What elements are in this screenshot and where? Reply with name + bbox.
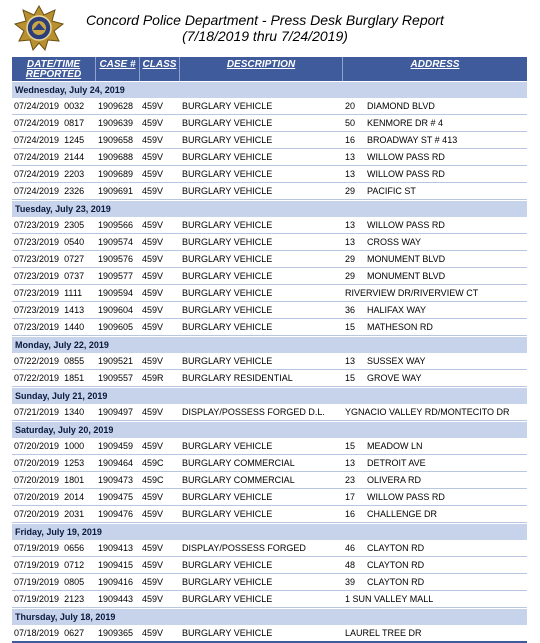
col-header-date-time: DATE/TIME REPORTED <box>12 57 96 81</box>
col-header-class: CLASS <box>140 57 180 81</box>
case-number-cell: 1909639 <box>96 115 140 132</box>
date-text: 07/20/2019 <box>14 458 60 468</box>
time-text: 0712 <box>64 560 85 570</box>
address-street: MONUMENT BLVD <box>367 254 446 264</box>
time-text: 1801 <box>64 475 85 485</box>
day-group-label: Monday, July 22, 2019 <box>12 336 527 353</box>
case-number-cell: 1909557 <box>96 370 140 387</box>
date-time-cell <box>12 353 96 370</box>
table-row <box>12 302 527 319</box>
description-cell: BURGLARY VEHICLE <box>180 489 343 506</box>
address-block-number: 46 <box>345 543 356 553</box>
description-cell: BURGLARY COMMERCIAL <box>180 455 343 472</box>
table-row <box>12 234 527 251</box>
case-number-cell: 1909416 <box>96 574 140 591</box>
day-group-header <box>12 608 527 625</box>
day-group-header <box>12 336 527 353</box>
description-cell: BURGLARY VEHICLE <box>180 557 343 574</box>
date-time-cell <box>12 285 96 302</box>
class-code-cell: 459V <box>140 166 180 183</box>
case-number-cell: 1909605 <box>96 319 140 336</box>
address-street: LAUREL TREE DR <box>345 628 422 638</box>
case-number-cell: 1909473 <box>96 472 140 489</box>
address-cell <box>343 472 527 489</box>
report-header <box>0 0 540 56</box>
description-cell: BURGLARY VEHICLE <box>180 251 343 268</box>
address-street: WILLOW PASS RD <box>367 220 445 230</box>
address-block-number: 13 <box>345 458 356 468</box>
date-time-cell <box>12 319 96 336</box>
table-row <box>12 251 527 268</box>
col-header-case: CASE # <box>96 57 140 81</box>
description-cell: BURGLARY VEHICLE <box>180 98 343 115</box>
time-text: 2014 <box>64 492 85 502</box>
table-row <box>12 132 527 149</box>
date-text: 07/23/2019 <box>14 322 60 332</box>
address-street: MONUMENT BLVD <box>367 271 446 281</box>
date-time-cell <box>12 98 96 115</box>
class-code-cell: 459V <box>140 234 180 251</box>
case-number-cell: 1909365 <box>96 625 140 643</box>
address-street: GROVE WAY <box>367 373 422 383</box>
date-text: 07/23/2019 <box>14 271 60 281</box>
address-block-number: 13 <box>345 356 356 366</box>
day-group-label: Wednesday, July 24, 2019 <box>12 81 527 98</box>
class-code-cell: 459V <box>140 625 180 643</box>
table-row <box>12 625 527 643</box>
address-cell <box>343 115 527 132</box>
address-cell <box>343 251 527 268</box>
table-row <box>12 540 527 557</box>
address-block-number: 29 <box>345 254 356 264</box>
report-title <box>80 12 450 44</box>
address-street: 1 SUN VALLEY MALL <box>345 594 434 604</box>
time-text: 1111 <box>64 288 83 298</box>
time-text: 0540 <box>64 237 85 247</box>
case-number-cell: 1909476 <box>96 506 140 523</box>
day-group-label: Thursday, July 18, 2019 <box>12 608 527 625</box>
police-badge-icon <box>14 5 64 51</box>
description-cell: BURGLARY VEHICLE <box>180 115 343 132</box>
address-block-number: 13 <box>345 169 356 179</box>
report-title-line2: (7/18/2019 thru 7/24/2019) <box>182 28 348 44</box>
time-text: 2326 <box>64 186 85 196</box>
burglary-report-table <box>12 57 527 643</box>
date-text: 07/19/2019 <box>14 594 60 604</box>
date-time-cell <box>12 557 96 574</box>
case-number-cell: 1909415 <box>96 557 140 574</box>
address-cell <box>343 557 527 574</box>
case-number-cell: 1909443 <box>96 591 140 608</box>
table-row <box>12 98 527 115</box>
table-row <box>12 115 527 132</box>
case-number-cell: 1909594 <box>96 285 140 302</box>
class-code-cell: 459V <box>140 353 180 370</box>
case-number-cell: 1909688 <box>96 149 140 166</box>
class-code-cell: 459V <box>140 302 180 319</box>
description-cell: BURGLARY VEHICLE <box>180 591 343 608</box>
case-number-cell: 1909576 <box>96 251 140 268</box>
date-time-cell <box>12 455 96 472</box>
date-text: 07/19/2019 <box>14 543 60 553</box>
description-cell: BURGLARY VEHICLE <box>180 166 343 183</box>
table-row <box>12 574 527 591</box>
class-code-cell: 459V <box>140 149 180 166</box>
table-row <box>12 166 527 183</box>
date-time-cell <box>12 438 96 455</box>
time-text: 0032 <box>64 101 85 111</box>
class-code-cell: 459V <box>140 217 180 234</box>
case-number-cell: 1909521 <box>96 353 140 370</box>
address-street: RIVERVIEW DR/RIVERVIEW CT <box>345 288 479 298</box>
time-text: 2305 <box>64 220 85 230</box>
date-time-cell <box>12 404 96 421</box>
date-text: 07/20/2019 <box>14 492 60 502</box>
time-text: 0805 <box>64 577 85 587</box>
address-street: MEADOW LN <box>367 441 423 451</box>
date-text: 07/19/2019 <box>14 577 60 587</box>
date-time-cell <box>12 472 96 489</box>
address-street: CLAYTON RD <box>367 577 425 587</box>
description-cell: BURGLARY VEHICLE <box>180 268 343 285</box>
date-text: 07/24/2019 <box>14 169 60 179</box>
case-number-cell: 1909459 <box>96 438 140 455</box>
table-row <box>12 353 527 370</box>
address-cell <box>343 404 527 421</box>
address-street: KENMORE DR # 4 <box>367 118 444 128</box>
date-time-cell <box>12 234 96 251</box>
description-cell: BURGLARY RESIDENTIAL <box>180 370 343 387</box>
date-time-cell <box>12 625 96 643</box>
class-code-cell: 459C <box>140 472 180 489</box>
case-number-cell: 1909604 <box>96 302 140 319</box>
address-street: WILLOW PASS RD <box>367 169 445 179</box>
time-text: 0737 <box>64 271 85 281</box>
case-number-cell: 1909413 <box>96 540 140 557</box>
address-street: CROSS WAY <box>367 237 422 247</box>
case-number-cell: 1909689 <box>96 166 140 183</box>
table-row <box>12 183 527 200</box>
time-text: 2123 <box>64 594 85 604</box>
case-number-cell: 1909658 <box>96 132 140 149</box>
address-street: WILLOW PASS RD <box>367 492 445 502</box>
time-text: 0817 <box>64 118 85 128</box>
description-cell: BURGLARY VEHICLE <box>180 183 343 200</box>
address-street: DIAMOND BLVD <box>367 101 435 111</box>
case-number-cell: 1909577 <box>96 268 140 285</box>
date-text: 07/23/2019 <box>14 220 60 230</box>
address-cell <box>343 625 527 643</box>
day-group-header <box>12 523 527 540</box>
date-text: 07/20/2019 <box>14 475 60 485</box>
date-time-cell <box>12 149 96 166</box>
address-block-number: 48 <box>345 560 356 570</box>
address-cell <box>343 268 527 285</box>
address-block-number: 16 <box>345 509 356 519</box>
class-code-cell: 459V <box>140 438 180 455</box>
case-number-cell: 1909497 <box>96 404 140 421</box>
date-time-cell <box>12 268 96 285</box>
description-cell: DISPLAY/POSSESS FORGED <box>180 540 343 557</box>
address-cell <box>343 574 527 591</box>
address-street: MATHESON RD <box>367 322 433 332</box>
description-cell: BURGLARY VEHICLE <box>180 234 343 251</box>
time-text: 2203 <box>64 169 85 179</box>
table-row <box>12 217 527 234</box>
address-block-number: 15 <box>345 441 356 451</box>
address-cell <box>343 370 527 387</box>
case-number-cell: 1909628 <box>96 98 140 115</box>
time-text: 2144 <box>64 152 85 162</box>
class-code-cell: 459C <box>140 455 180 472</box>
report-title-line1: Concord Police Department - Press Desk Burglary Report <box>86 12 444 28</box>
address-cell <box>343 506 527 523</box>
address-street: YGNACIO VALLEY RD/MONTECITO DR <box>345 407 510 417</box>
address-street: HALIFAX WAY <box>367 305 427 315</box>
day-group-header <box>12 387 527 404</box>
time-text: 0727 <box>64 254 85 264</box>
day-group-label: Saturday, July 20, 2019 <box>12 421 527 438</box>
description-cell: BURGLARY VEHICLE <box>180 302 343 319</box>
table-row <box>12 319 527 336</box>
date-text: 07/24/2019 <box>14 152 60 162</box>
table-row <box>12 557 527 574</box>
address-block-number: 50 <box>345 118 356 128</box>
date-text: 07/23/2019 <box>14 237 60 247</box>
date-time-cell <box>12 591 96 608</box>
date-time-cell <box>12 574 96 591</box>
description-cell: BURGLARY VEHICLE <box>180 285 343 302</box>
date-text: 07/24/2019 <box>14 101 60 111</box>
day-group-label: Tuesday, July 23, 2019 <box>12 200 527 217</box>
address-block-number: 16 <box>345 135 356 145</box>
class-code-cell: 459V <box>140 183 180 200</box>
description-cell: BURGLARY COMMERCIAL <box>180 472 343 489</box>
date-time-cell <box>12 489 96 506</box>
date-time-cell <box>12 132 96 149</box>
address-cell <box>343 353 527 370</box>
address-cell <box>343 132 527 149</box>
date-time-cell <box>12 251 96 268</box>
date-text: 07/22/2019 <box>14 356 60 366</box>
address-block-number: 36 <box>345 305 356 315</box>
table-row <box>12 455 527 472</box>
description-cell: BURGLARY VEHICLE <box>180 506 343 523</box>
date-text: 07/22/2019 <box>14 373 60 383</box>
address-cell <box>343 438 527 455</box>
address-cell <box>343 319 527 336</box>
description-cell: DISPLAY/POSSESS FORGED D.L. <box>180 404 343 421</box>
date-time-cell <box>12 302 96 319</box>
address-cell <box>343 234 527 251</box>
description-cell: BURGLARY VEHICLE <box>180 149 343 166</box>
table-row <box>12 370 527 387</box>
class-code-cell: 459V <box>140 404 180 421</box>
time-text: 2031 <box>64 509 85 519</box>
address-cell <box>343 302 527 319</box>
table-row <box>12 268 527 285</box>
description-cell: BURGLARY VEHICLE <box>180 574 343 591</box>
address-block-number: 23 <box>345 475 356 485</box>
report-body <box>12 81 527 643</box>
address-block-number: 29 <box>345 271 356 281</box>
address-block-number: 13 <box>345 152 356 162</box>
class-code-cell: 459V <box>140 557 180 574</box>
date-text: 07/20/2019 <box>14 441 60 451</box>
time-text: 1253 <box>64 458 85 468</box>
address-block-number: 17 <box>345 492 356 502</box>
class-code-cell: 459V <box>140 591 180 608</box>
date-time-cell <box>12 115 96 132</box>
date-text: 07/21/2019 <box>14 407 60 417</box>
address-cell <box>343 285 527 302</box>
address-cell <box>343 489 527 506</box>
class-code-cell: 459R <box>140 370 180 387</box>
class-code-cell: 459V <box>140 285 180 302</box>
date-time-cell <box>12 166 96 183</box>
day-group-label: Friday, July 19, 2019 <box>12 523 527 540</box>
col-header-description: DESCRIPTION <box>180 57 343 81</box>
address-block-number: 15 <box>345 322 356 332</box>
time-text: 1000 <box>64 441 85 451</box>
address-street: CLAYTON RD <box>367 560 425 570</box>
day-group-header <box>12 421 527 438</box>
class-code-cell: 459V <box>140 115 180 132</box>
date-text: 07/19/2019 <box>14 560 60 570</box>
address-cell <box>343 166 527 183</box>
time-text: 1340 <box>64 407 85 417</box>
table-row <box>12 285 527 302</box>
date-time-cell <box>12 506 96 523</box>
description-cell: BURGLARY VEHICLE <box>180 132 343 149</box>
date-text: 07/18/2019 <box>14 628 60 638</box>
date-time-cell <box>12 217 96 234</box>
day-group-header <box>12 81 527 98</box>
table-row <box>12 149 527 166</box>
date-text: 07/23/2019 <box>14 288 60 298</box>
description-cell: BURGLARY VEHICLE <box>180 625 343 643</box>
address-cell <box>343 455 527 472</box>
time-text: 1245 <box>64 135 85 145</box>
address-street: DETROIT AVE <box>367 458 426 468</box>
time-text: 0656 <box>64 543 85 553</box>
class-code-cell: 459V <box>140 319 180 336</box>
address-block-number: 39 <box>345 577 356 587</box>
class-code-cell: 459V <box>140 98 180 115</box>
day-group-label: Sunday, July 21, 2019 <box>12 387 527 404</box>
date-text: 07/20/2019 <box>14 509 60 519</box>
time-text: 1413 <box>64 305 85 315</box>
address-block-number: 29 <box>345 186 356 196</box>
table-row <box>12 591 527 608</box>
address-block-number: 13 <box>345 220 356 230</box>
address-cell <box>343 217 527 234</box>
date-text: 07/24/2019 <box>14 135 60 145</box>
day-group-header <box>12 200 527 217</box>
address-street: SUSSEX WAY <box>367 356 426 366</box>
table-header-row <box>12 57 527 81</box>
case-number-cell: 1909475 <box>96 489 140 506</box>
address-street: OLIVERA RD <box>367 475 422 485</box>
table-row <box>12 404 527 421</box>
address-street: CHALLENGE DR <box>367 509 438 519</box>
case-number-cell: 1909574 <box>96 234 140 251</box>
address-cell <box>343 540 527 557</box>
time-text: 0627 <box>64 628 85 638</box>
table-row <box>12 438 527 455</box>
description-cell: BURGLARY VEHICLE <box>180 353 343 370</box>
address-street: BROADWAY ST # 413 <box>367 135 458 145</box>
date-text: 07/23/2019 <box>14 305 60 315</box>
date-text: 07/24/2019 <box>14 118 60 128</box>
address-street: WILLOW PASS RD <box>367 152 445 162</box>
address-street: CLAYTON RD <box>367 543 425 553</box>
time-text: 1440 <box>64 322 85 332</box>
table-row <box>12 472 527 489</box>
description-cell: BURGLARY VEHICLE <box>180 319 343 336</box>
case-number-cell: 1909464 <box>96 455 140 472</box>
address-street: PACIFIC ST <box>367 186 416 196</box>
case-number-cell: 1909566 <box>96 217 140 234</box>
time-text: 1851 <box>64 373 85 383</box>
case-number-cell: 1909691 <box>96 183 140 200</box>
address-cell <box>343 149 527 166</box>
class-code-cell: 459V <box>140 489 180 506</box>
class-code-cell: 459V <box>140 251 180 268</box>
class-code-cell: 459V <box>140 506 180 523</box>
address-block-number: 13 <box>345 237 356 247</box>
table-row <box>12 506 527 523</box>
time-text: 0855 <box>64 356 85 366</box>
date-text: 07/24/2019 <box>14 186 60 196</box>
date-time-cell <box>12 183 96 200</box>
description-cell: BURGLARY VEHICLE <box>180 217 343 234</box>
class-code-cell: 459V <box>140 268 180 285</box>
class-code-cell: 459V <box>140 132 180 149</box>
address-cell <box>343 98 527 115</box>
class-code-cell: 459V <box>140 540 180 557</box>
address-cell <box>343 591 527 608</box>
col-header-address: ADDRESS <box>343 57 527 81</box>
address-block-number: 15 <box>345 373 356 383</box>
class-code-cell: 459V <box>140 574 180 591</box>
date-time-cell <box>12 370 96 387</box>
table-row <box>12 489 527 506</box>
date-text: 07/23/2019 <box>14 254 60 264</box>
date-time-cell <box>12 540 96 557</box>
description-cell: BURGLARY VEHICLE <box>180 438 343 455</box>
address-cell <box>343 183 527 200</box>
address-block-number: 20 <box>345 101 356 111</box>
